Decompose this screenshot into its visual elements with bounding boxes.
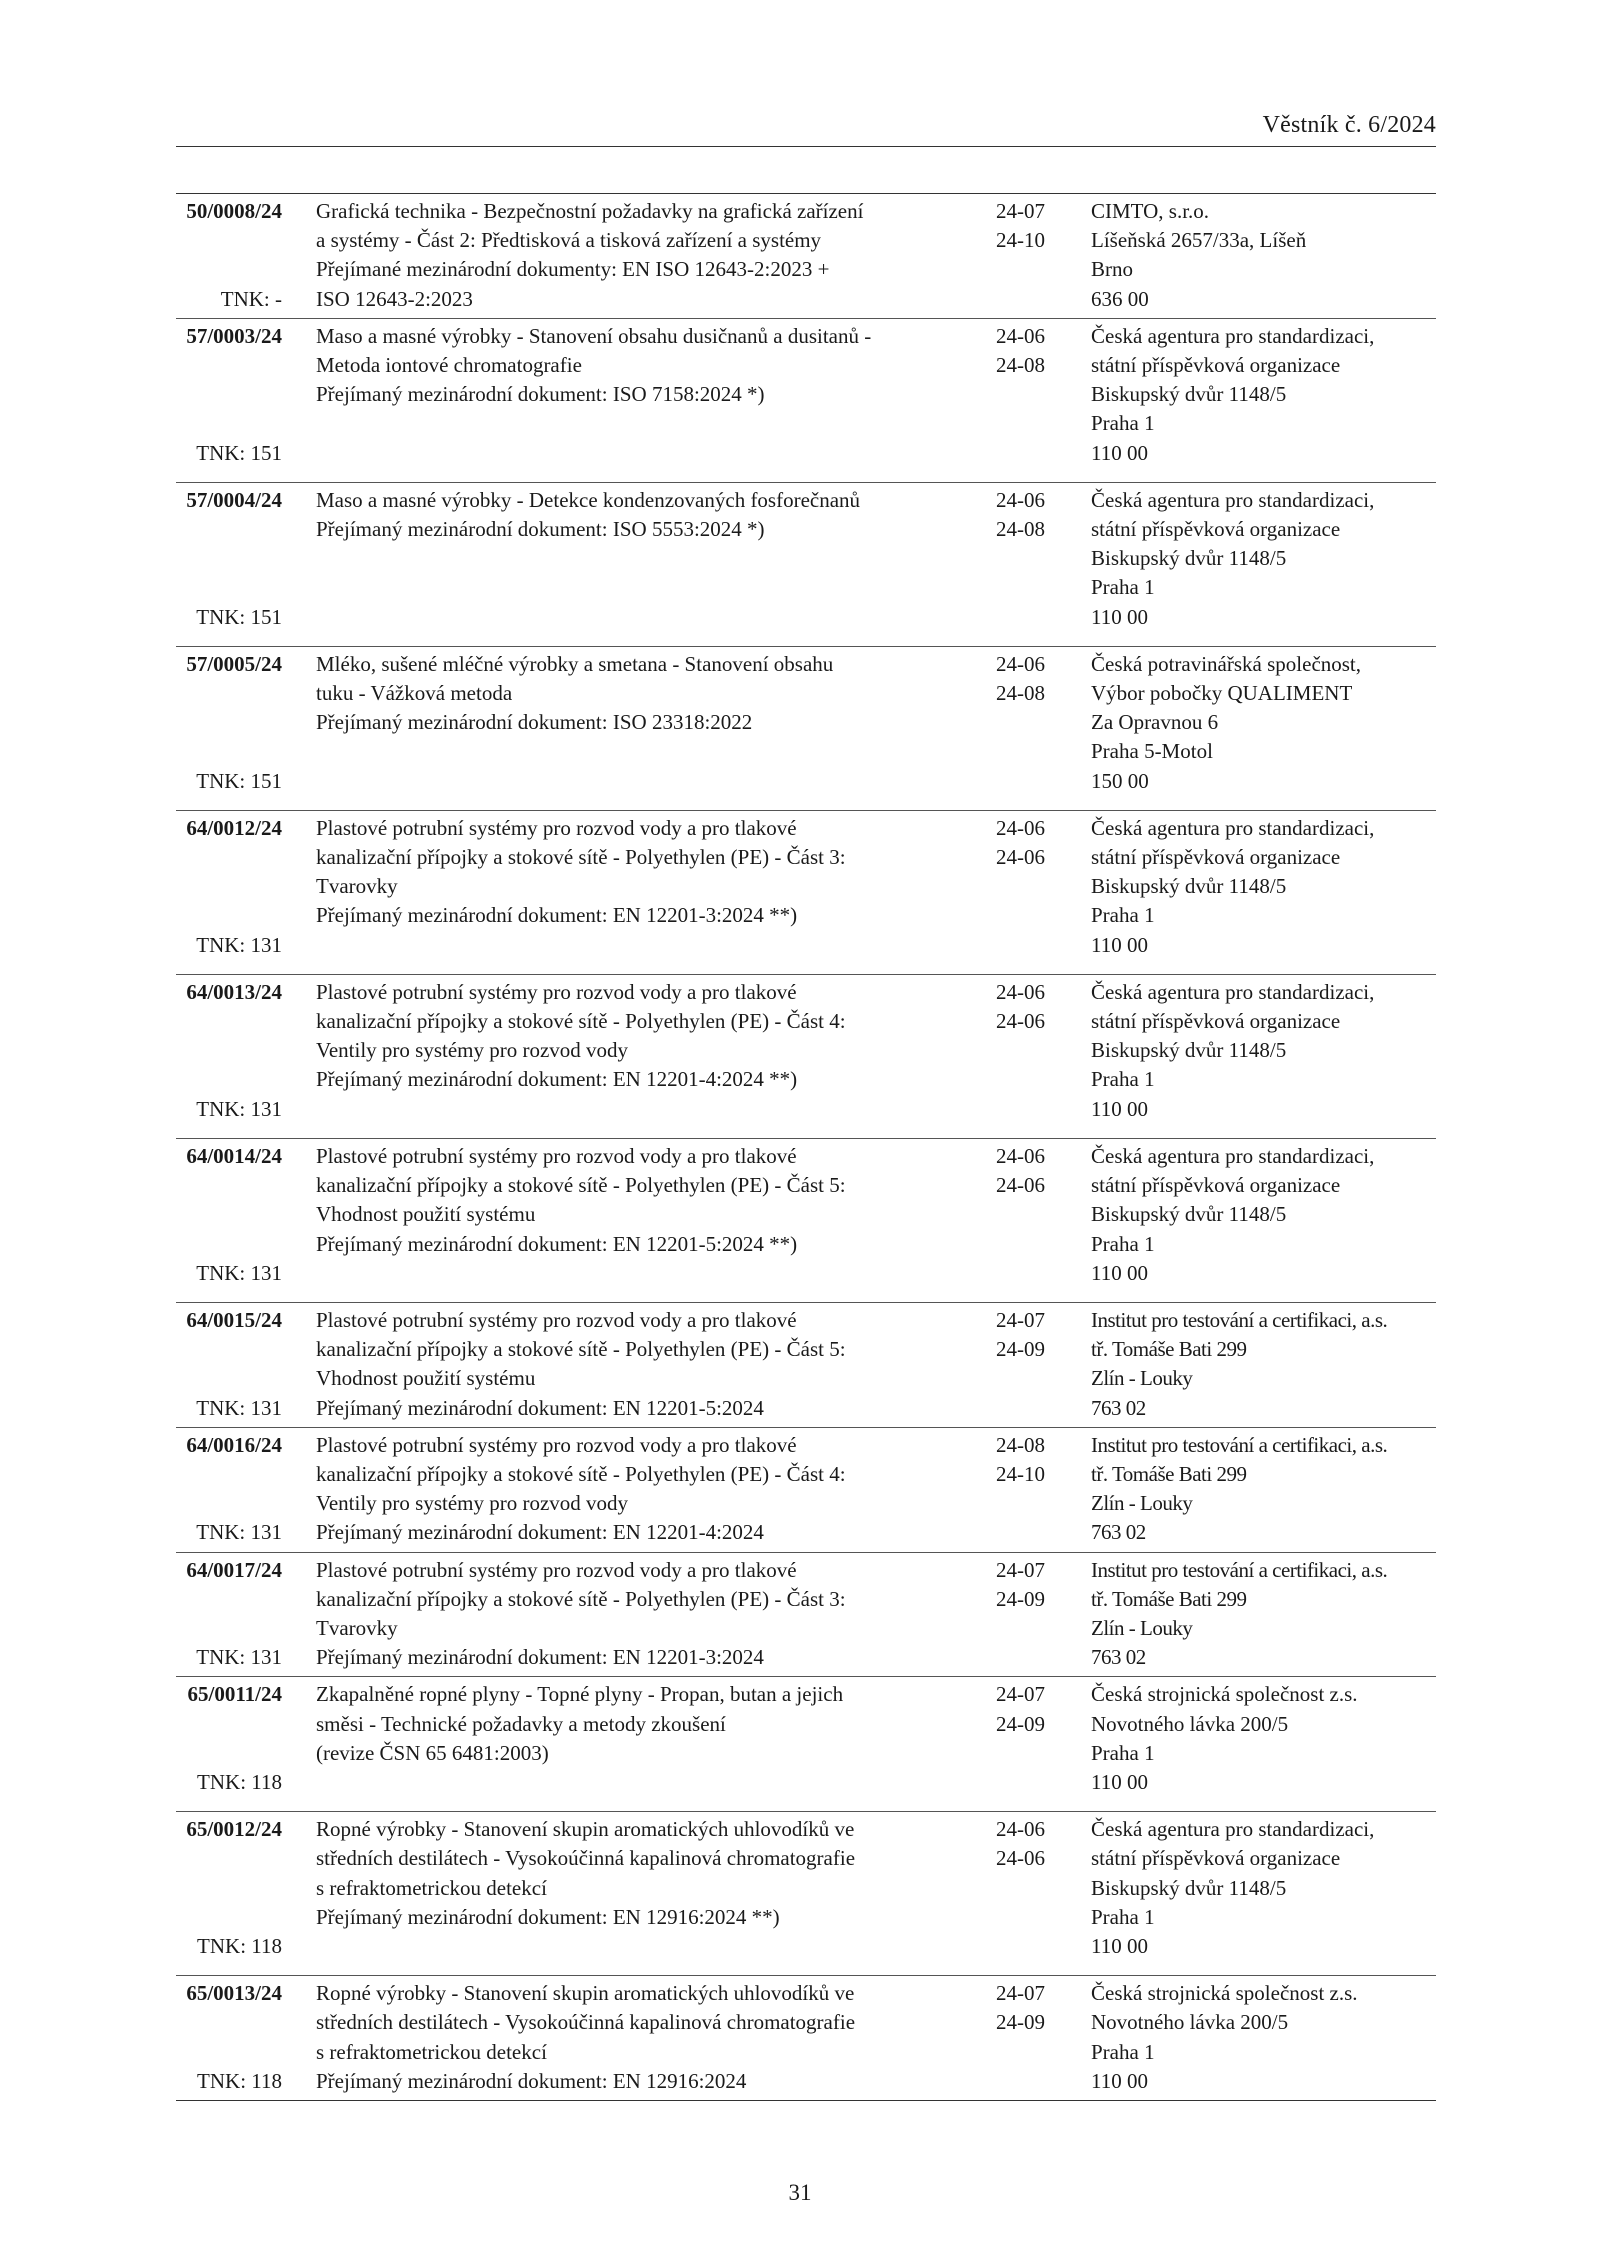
title-line: (revize ČSN 65 6481:2003)	[316, 1740, 549, 1765]
address-line: Praha 1	[1091, 1740, 1155, 1765]
address-line: Česká agentura pro standardizaci,	[1091, 815, 1375, 840]
address-line: Institut pro testování a certifikaci, a.s.	[1091, 1557, 1388, 1582]
dates-cell	[986, 1680, 1081, 1797]
address-line: státní příspěvková organizace	[1091, 1846, 1341, 1871]
title-line: Přejímané mezinárodní dokumenty: EN ISO 12643-2:2023 +	[316, 257, 830, 282]
address-line: Biskupský dvůr 1148/5	[1091, 1875, 1287, 1900]
processor-address-cell	[1081, 1142, 1436, 1288]
title-line: s refraktometrickou detekcí	[316, 2039, 547, 2064]
title-line: kanalizační přípojky a stokové sítě - Polyethylen (PE) - Část 3:	[316, 1586, 846, 1611]
title-line: s refraktometrickou detekcí	[316, 1875, 547, 1900]
title-line: směsi - Technické požadavky a metody zkoušení	[316, 1711, 726, 1736]
address-line: 110 00	[1091, 1260, 1148, 1285]
date-end: 24-06	[996, 1173, 1045, 1198]
date-start: 24-07	[996, 1682, 1045, 1707]
date-start: 24-07	[996, 1557, 1045, 1582]
date-start: 24-06	[996, 651, 1045, 676]
standard-title-cell	[306, 1142, 986, 1288]
address-line: tř. Tomáše Bati 299	[1091, 1461, 1247, 1486]
title-line: Plastové potrubní systémy pro rozvod vody a pro tlakové	[316, 1557, 797, 1582]
title-line: ISO 12643-2:2023	[316, 286, 473, 311]
title-line: Ventily pro systémy pro rozvod vody	[316, 1038, 629, 1063]
tnk-label: TNK: 131	[196, 1520, 282, 1545]
address-line: 763 02	[1091, 1520, 1146, 1545]
table-row	[176, 482, 1436, 646]
standard-number: 64/0012/24	[186, 815, 282, 840]
title-line: Zkapalněné ropné plyny - Topné plyny - Propan, butan a jejich	[316, 1682, 844, 1707]
table-row	[176, 1975, 1436, 2100]
standard-number: 65/0012/24	[186, 1817, 282, 1842]
address-line: tř. Tomáše Bati 299	[1091, 1337, 1247, 1362]
address-line: Praha 1	[1091, 1067, 1155, 1092]
table-row	[176, 1811, 1436, 1975]
processor-address-cell	[1081, 1979, 1436, 2096]
dates-cell	[986, 486, 1081, 632]
title-line: středních destilátech - Vysokoúčinná kapalinová chromatografie	[316, 1846, 856, 1871]
title-line: Vhodnost použití systému	[316, 1366, 536, 1391]
tnk-label: TNK: 118	[197, 2068, 282, 2093]
row-id-cell	[176, 1815, 306, 1961]
row-id-cell	[176, 978, 306, 1124]
standard-number: 64/0016/24	[186, 1432, 282, 1457]
tnk-label: TNK: -	[220, 286, 282, 311]
address-line: Výbor pobočky QUALIMENT	[1091, 681, 1353, 706]
standard-number: 65/0013/24	[186, 1981, 282, 2006]
title-line: Tvarovky	[316, 874, 398, 899]
standard-title-cell	[306, 650, 986, 796]
title-line: Přejímaný mezinárodní dokument: EN 12201-5:2024 **)	[316, 1231, 798, 1256]
address-line: CIMTO, s.r.o.	[1091, 199, 1210, 223]
address-line: Biskupský dvůr 1148/5	[1091, 1202, 1287, 1227]
standard-number: 64/0015/24	[186, 1307, 282, 1332]
title-line: kanalizační přípojky a stokové sítě - Polyethylen (PE) - Část 4:	[316, 1009, 846, 1034]
address-line: státní příspěvková organizace	[1091, 1009, 1341, 1034]
row-id-cell	[176, 814, 306, 960]
row-id-cell	[176, 1142, 306, 1288]
title-line: Přejímaný mezinárodní dokument: ISO 23318:2022	[316, 710, 753, 735]
header-divider	[176, 146, 1436, 147]
address-line: 110 00	[1091, 1096, 1148, 1121]
date-end: 24-10	[996, 1461, 1045, 1486]
address-line: 150 00	[1091, 768, 1149, 793]
title-line: Plastové potrubní systémy pro rozvod vody a pro tlakové	[316, 1432, 797, 1457]
title-line: tuku - Vážková metoda	[316, 681, 513, 706]
standard-number: 64/0014/24	[186, 1143, 282, 1168]
processor-address-cell	[1081, 197, 1436, 314]
row-id-cell	[176, 322, 306, 468]
dates-cell	[986, 322, 1081, 468]
address-line: Česká strojnická společnost z.s.	[1091, 1682, 1358, 1707]
address-line: Zlín - Louky	[1091, 1491, 1193, 1516]
date-start: 24-07	[996, 1307, 1045, 1332]
date-end: 24-09	[996, 1586, 1045, 1611]
address-line: Za Opravnou 6	[1091, 710, 1219, 735]
date-start: 24-08	[996, 1432, 1045, 1457]
address-line: 110 00	[1091, 1769, 1148, 1794]
standard-title-cell	[306, 814, 986, 960]
dates-cell	[986, 978, 1081, 1124]
processor-address-cell	[1081, 814, 1436, 960]
standard-number: 57/0003/24	[186, 323, 282, 348]
tnk-label: TNK: 151	[196, 440, 282, 465]
tnk-label: TNK: 131	[196, 1096, 282, 1121]
title-line: Přejímaný mezinárodní dokument: EN 12201-3:2024 **)	[316, 903, 798, 928]
title-line: Plastové potrubní systémy pro rozvod vody a pro tlakové	[316, 979, 797, 1004]
address-line: Biskupský dvůr 1148/5	[1091, 874, 1287, 899]
address-line: Biskupský dvůr 1148/5	[1091, 382, 1287, 407]
address-line: Praha 1	[1091, 1904, 1155, 1929]
address-line: 110 00	[1091, 604, 1148, 629]
address-line: Česká agentura pro standardizaci,	[1091, 487, 1375, 512]
row-id-cell	[176, 650, 306, 796]
standard-number: 57/0005/24	[186, 651, 282, 676]
table-row	[176, 810, 1436, 974]
address-line: Praha 1	[1091, 2039, 1155, 2064]
title-line: Plastové potrubní systémy pro rozvod vody a pro tlakové	[316, 1307, 797, 1332]
tnk-label: TNK: 131	[196, 1260, 282, 1285]
processor-address-cell	[1081, 1815, 1436, 1961]
address-line: Brno	[1091, 257, 1133, 282]
address-line: 636 00	[1091, 286, 1149, 311]
title-line: Ventily pro systémy pro rozvod vody	[316, 1491, 629, 1516]
standard-title-cell	[306, 1815, 986, 1961]
title-line: Přejímaný mezinárodní dokument: EN 12916:2024 **)	[316, 1904, 780, 1929]
address-line: Líšeňská 2657/33a, Líšeň	[1091, 228, 1307, 253]
processor-address-cell	[1081, 486, 1436, 632]
title-line: kanalizační přípojky a stokové sítě - Polyethylen (PE) - Část 5:	[316, 1337, 846, 1362]
date-end: 24-06	[996, 845, 1045, 870]
address-line: Česká agentura pro standardizaci,	[1091, 323, 1375, 348]
table-row	[176, 318, 1436, 482]
standard-number: 50/0008/24	[186, 199, 282, 223]
address-line: státní příspěvková organizace	[1091, 353, 1341, 378]
date-start: 24-06	[996, 323, 1045, 348]
title-line: kanalizační přípojky a stokové sítě - Polyethylen (PE) - Část 4:	[316, 1461, 846, 1486]
standard-title-cell	[306, 322, 986, 468]
table-row	[176, 1302, 1436, 1427]
tnk-label: TNK: 118	[197, 1933, 282, 1958]
address-line: Zlín - Louky	[1091, 1366, 1193, 1391]
title-line: Plastové potrubní systémy pro rozvod vody a pro tlakové	[316, 815, 797, 840]
dates-cell	[986, 197, 1081, 314]
standard-title-cell	[306, 197, 986, 314]
address-line: Zlín - Louky	[1091, 1615, 1193, 1640]
address-line: Biskupský dvůr 1148/5	[1091, 546, 1287, 571]
tnk-label: TNK: 151	[196, 768, 282, 793]
standard-title-cell	[306, 1431, 986, 1548]
date-end: 24-09	[996, 2010, 1045, 2035]
date-start: 24-06	[996, 487, 1045, 512]
title-line: Přejímaný mezinárodní dokument: EN 12201-3:2024	[316, 1645, 764, 1670]
standard-number: 64/0017/24	[186, 1557, 282, 1582]
date-end: 24-06	[996, 1846, 1045, 1871]
table-row	[176, 974, 1436, 1138]
title-line: Přejímaný mezinárodní dokument: ISO 5553:2024 *)	[316, 517, 765, 542]
tnk-label: TNK: 131	[196, 1395, 282, 1420]
date-end: 24-09	[996, 1337, 1045, 1362]
standard-title-cell	[306, 1306, 986, 1423]
title-line: Mléko, sušené mléčné výrobky a smetana - Stanovení obsahu	[316, 651, 834, 676]
title-line: Přejímaný mezinárodní dokument: EN 12201-4:2024 **)	[316, 1067, 798, 1092]
processor-address-cell	[1081, 1556, 1436, 1673]
title-line: Tvarovky	[316, 1615, 398, 1640]
dates-cell	[986, 650, 1081, 796]
title-line: kanalizační přípojky a stokové sítě - Polyethylen (PE) - Část 3:	[316, 845, 846, 870]
address-line: Česká strojnická společnost z.s.	[1091, 1981, 1358, 2006]
table-row	[176, 1427, 1436, 1552]
title-line: Ropné výrobky - Stanovení skupin aromatických uhlovodíků ve	[316, 1817, 855, 1842]
address-line: státní příspěvková organizace	[1091, 1173, 1341, 1198]
tnk-label: TNK: 118	[197, 1769, 282, 1794]
processor-address-cell	[1081, 322, 1436, 468]
dates-cell	[986, 1979, 1081, 2096]
title-line: Maso a masné výrobky - Stanovení obsahu dusičnanů a dusitanů -	[316, 323, 872, 348]
address-line: 110 00	[1091, 440, 1148, 465]
standard-title-cell	[306, 1680, 986, 1797]
dates-cell	[986, 814, 1081, 960]
table-row	[176, 646, 1436, 810]
address-line: 110 00	[1091, 1933, 1148, 1958]
title-line: a systémy - Část 2: Předtisková a tisková zařízení a systémy	[316, 228, 822, 253]
tnk-label: TNK: 131	[196, 1645, 282, 1670]
address-line: státní příspěvková organizace	[1091, 845, 1341, 870]
date-start: 24-06	[996, 815, 1045, 840]
processor-address-cell	[1081, 1431, 1436, 1548]
date-end: 24-10	[996, 228, 1045, 253]
title-line: Přejímaný mezinárodní dokument: EN 12201-5:2024	[316, 1395, 764, 1420]
row-id-cell	[176, 1431, 306, 1548]
standard-title-cell	[306, 486, 986, 632]
address-line: Praha 1	[1091, 1231, 1155, 1256]
table-row	[176, 194, 1436, 318]
dates-cell	[986, 1306, 1081, 1423]
date-end: 24-08	[996, 681, 1045, 706]
standard-number: 65/0011/24	[187, 1682, 282, 1707]
dates-cell	[986, 1815, 1081, 1961]
title-line: Přejímaný mezinárodní dokument: EN 12201-4:2024	[316, 1520, 764, 1545]
tnk-label: TNK: 131	[196, 932, 282, 957]
row-id-cell	[176, 1680, 306, 1797]
processor-address-cell	[1081, 1306, 1436, 1423]
dates-cell	[986, 1556, 1081, 1673]
processor-address-cell	[1081, 1680, 1436, 1797]
address-line: Praha 1	[1091, 575, 1155, 600]
standard-number: 64/0013/24	[186, 979, 282, 1004]
address-line: Biskupský dvůr 1148/5	[1091, 1038, 1287, 1063]
address-line: Česká potravinářská společnost,	[1091, 651, 1362, 676]
dates-cell	[986, 1142, 1081, 1288]
processor-address-cell	[1081, 978, 1436, 1124]
table-row	[176, 1138, 1436, 1302]
standard-title-cell	[306, 1556, 986, 1673]
standard-title-cell	[306, 1979, 986, 2096]
date-end: 24-08	[996, 517, 1045, 542]
title-line: Metoda iontové chromatografie	[316, 353, 582, 378]
title-line: Přejímaný mezinárodní dokument: EN 12916:2024	[316, 2068, 747, 2093]
standard-number: 57/0004/24	[186, 487, 282, 512]
date-start: 24-06	[996, 979, 1045, 1004]
date-end: 24-06	[996, 1009, 1045, 1034]
row-id-cell	[176, 486, 306, 632]
page-header-title: Věstník č. 6/2024	[1262, 112, 1436, 138]
title-line: Přejímaný mezinárodní dokument: ISO 7158:2024 *)	[316, 382, 765, 407]
address-line: Praha 5-Motol	[1091, 739, 1213, 764]
date-end: 24-08	[996, 353, 1045, 378]
address-line: Česká agentura pro standardizaci,	[1091, 1817, 1375, 1842]
standard-title-cell	[306, 978, 986, 1124]
dates-cell	[986, 1431, 1081, 1548]
address-line: Institut pro testování a certifikaci, a.s.	[1091, 1432, 1388, 1457]
address-line: Česká agentura pro standardizaci,	[1091, 979, 1375, 1004]
page-number: 31	[788, 2180, 812, 2205]
table-row	[176, 1552, 1436, 1677]
address-line: Institut pro testování a certifikaci, a.s.	[1091, 1307, 1388, 1332]
title-line: kanalizační přípojky a stokové sítě - Polyethylen (PE) - Část 5:	[316, 1173, 846, 1198]
address-line: 110 00	[1091, 2068, 1148, 2093]
title-line: Vhodnost použití systému	[316, 1202, 536, 1227]
address-line: Novotného lávka 200/5	[1091, 1711, 1289, 1736]
row-id-cell	[176, 1306, 306, 1423]
address-line: státní příspěvková organizace	[1091, 517, 1341, 542]
address-line: 110 00	[1091, 932, 1148, 957]
address-line: tř. Tomáše Bati 299	[1091, 1586, 1247, 1611]
address-line: 763 02	[1091, 1395, 1146, 1420]
title-line: Grafická technika - Bezpečnostní požadavky na grafická zařízení	[316, 199, 864, 223]
row-id-cell	[176, 1556, 306, 1673]
date-start: 24-07	[996, 1981, 1045, 2006]
title-line: Maso a masné výrobky - Detekce kondenzovaných fosforečnanů	[316, 487, 861, 512]
address-line: Novotného lávka 200/5	[1091, 2010, 1289, 2035]
address-line: Praha 1	[1091, 903, 1155, 928]
address-line: Česká agentura pro standardizaci,	[1091, 1143, 1375, 1168]
standards-table	[176, 193, 1436, 2101]
address-line: 763 02	[1091, 1645, 1146, 1670]
date-start: 24-06	[996, 1143, 1045, 1168]
row-id-cell	[176, 1979, 306, 2096]
title-line: Ropné výrobky - Stanovení skupin aromatických uhlovodíků ve	[316, 1981, 855, 2006]
processor-address-cell	[1081, 650, 1436, 796]
date-start: 24-07	[996, 199, 1045, 223]
tnk-label: TNK: 151	[196, 604, 282, 629]
date-end: 24-09	[996, 1711, 1045, 1736]
title-line: Plastové potrubní systémy pro rozvod vody a pro tlakové	[316, 1143, 797, 1168]
title-line: středních destilátech - Vysokoúčinná kapalinová chromatografie	[316, 2010, 856, 2035]
row-id-cell	[176, 197, 306, 314]
address-line: Praha 1	[1091, 411, 1155, 436]
table-row	[176, 1676, 1436, 1811]
date-start: 24-06	[996, 1817, 1045, 1842]
